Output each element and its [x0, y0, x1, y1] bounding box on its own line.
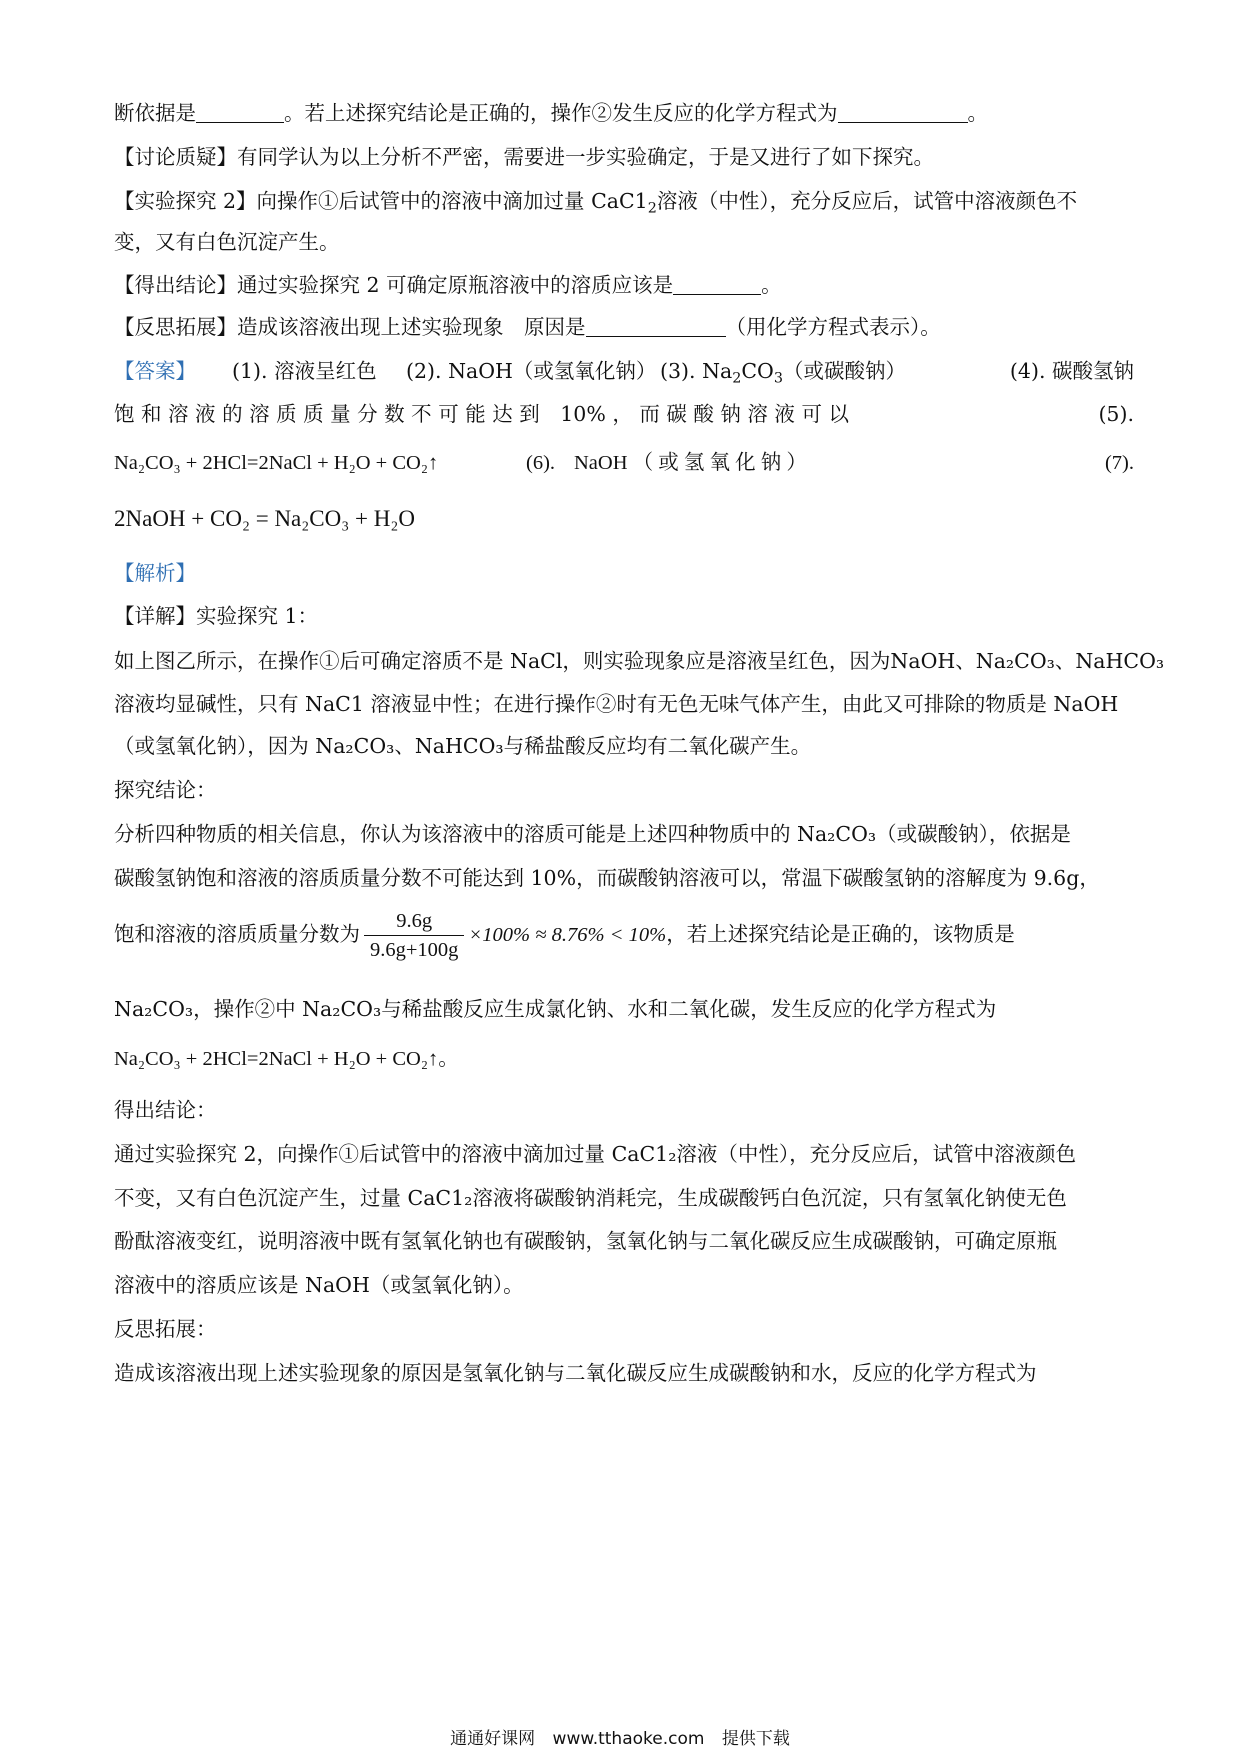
answer-7: (7). [1104, 452, 1134, 474]
experiment-2-line [114, 188, 1077, 221]
answer-blank [196, 102, 284, 123]
analysis-text: 饱和溶液的溶质质量分数为 [114, 922, 360, 946]
answer-3 [660, 358, 906, 391]
reflection-heading: 反思拓展： [114, 1317, 217, 1341]
footer-site-name: 通通好课网 [450, 1729, 536, 1749]
answer-5: (5). [1098, 402, 1134, 426]
percentage-expression: ×100% ≈ 8.76% < 10% [468, 924, 667, 946]
discussion-line: 【讨论质疑】有同学认为以上分析不严密，需要进一步实验确定，于是又进行了如下探究。 [114, 145, 934, 169]
footer-url[interactable]: www.tthaoke.com [552, 1729, 705, 1749]
reflection-text: （用化学方程式表示）。 [725, 315, 941, 339]
subscript: 2 [732, 370, 742, 387]
analysis-paragraph-3-line-2: 不变，又有白色沉淀产生，过量 CaC1₂溶液将碳酸钠消耗完，生成碳酸钙白色沉淀，只有氢氧化钠使无色 [114, 1186, 1067, 1210]
reflection-line [114, 314, 941, 340]
question-line-1 [114, 100, 988, 126]
analysis-paragraph-1-line-3: （或氢氧化钠），因为 Na₂CO₃、NaHCO₃与稀盐酸反应均有二氧化碳产生。 [114, 734, 812, 758]
reflection-text: 【反思拓展】造成该溶液出现上述实验现象 原因是 [114, 315, 586, 339]
fraction-numerator: 9.6g [364, 909, 464, 936]
conclusion-line [114, 272, 782, 298]
answer-blank [586, 316, 726, 337]
explore-conclusion-heading: 探究结论： [114, 778, 217, 802]
experiment-2-line-2: 变，又有白色沉淀产生。 [114, 230, 340, 254]
answer-3-text: CO [741, 359, 774, 383]
answer-4-continued: 饱 和 溶 液 的 溶 质 质 量 分 数 不 可 能 达 到 10% ， 而 碳 酸 钠 溶 液 可 以 [114, 402, 849, 426]
subscript: 2 [647, 200, 657, 217]
answer-1: (1). 溶液呈红色 [232, 359, 377, 383]
analysis-paragraph-1-line-2: 溶液均显碱性，只有 NaC1 溶液显中性；在进行操作②时有无色无味气体产生，由此又可排除的物质是 NaOH [114, 692, 1119, 716]
question-text: 断依据是 [114, 101, 196, 125]
answer-blank [838, 102, 968, 123]
equation-3: Na₂CO₃ + 2HCl=2NaCl + H₂O + CO₂↑ [114, 1048, 439, 1070]
answer-line-1 [114, 358, 1134, 387]
experiment-2-text: 【实验探究 2】向操作①后试管中的溶液中滴加过量 CaC1 [114, 189, 648, 213]
analysis-paragraph-3-line-1: 通过实验探究 2，向操作①后试管中的溶液中滴加过量 CaC1₂溶液（中性），充分反应后，试管中溶液颜色 [114, 1142, 1077, 1166]
page-footer [0, 1724, 1240, 1749]
answer-line-3 [114, 450, 1134, 476]
subscript: 3 [773, 370, 784, 387]
answer-6: (6). [526, 452, 556, 474]
fraction [364, 909, 464, 962]
experiment-2-text: 溶液（中性），充分反应后，试管中溶液颜色不 [656, 189, 1078, 213]
answer-blank [673, 274, 761, 295]
analysis-paragraph-2-line-2: 碳酸氢钠饱和溶液的溶质质量分数不可能达到 10%，而碳酸钠溶液可以，常温下碳酸氢钠的溶解度为 9.6g， [114, 866, 1100, 890]
question-text: 。 [967, 101, 988, 125]
analysis-paragraph-2-line-1: 分析四种物质的相关信息，你认为该溶液中的溶质可能是上述四种物质中的 Na₂CO₃（或碳酸钠），依据是 [114, 822, 1071, 846]
equation-2: 2NaOH + CO₂ = Na₂CO₃ + H₂O [114, 506, 415, 531]
fraction-denominator: 9.6g+100g [370, 939, 459, 961]
conclusion-text: 。 [761, 273, 782, 297]
analysis-equation [114, 1046, 459, 1072]
conclusion-text: 【得出结论】通过实验探究 2 可确定原瓶溶液中的溶质应该是 [114, 273, 674, 297]
draw-conclusion-heading: 得出结论： [114, 1098, 217, 1122]
answer-3-text: (3). Na [660, 359, 733, 383]
question-text: 。若上述探究结论是正确的，操作②发生反应的化学方程式为 [284, 101, 838, 125]
answer-tag: 【答案】 [114, 359, 196, 383]
answer-3-text: （或碳酸钠） [783, 359, 907, 383]
analysis-paragraph-3-line-3: 酚酞溶液变红，说明溶液中既有氢氧化钠也有碳酸钠，氢氧化钠与二氧化碳反应生成碳酸钠，可确定原瓶 [114, 1229, 1057, 1253]
analysis-paragraph-2-line-3 [114, 906, 1015, 963]
analysis-text: ，若上述探究结论是正确的，该物质是 [666, 922, 1015, 946]
answer-2: (2). NaOH（或氢氧化钠） [406, 359, 657, 383]
answer-6-text: NaOH （ 或 氢 氧 化 钠 ） [574, 452, 807, 474]
analysis-paragraph-1-line-1: 如上图乙所示，在操作①后可确定溶质不是 NaCl，则实验现象应是溶液呈红色，因为NaOH、Na₂CO₃、NaHCO₃ [114, 649, 1165, 673]
detail-heading: 【详解】实验探究 1： [114, 604, 319, 628]
footer-note: 提供下载 [721, 1729, 790, 1749]
equation-1: Na₂CO₃ + 2HCl=2NaCl + H₂O + CO₂↑ [114, 452, 439, 474]
period: 。 [438, 1048, 459, 1070]
analysis-paragraph-2-line-4: Na₂CO₃，操作②中 Na₂CO₃与稀盐酸反应生成氯化钠、水和二氧化碳，发生反应的化学方程式为 [114, 997, 997, 1021]
analysis-tag: 【解析】 [114, 561, 196, 585]
answer-4: (4). 碳酸氢钠 [1009, 359, 1134, 383]
analysis-paragraph-4-line-1: 造成该溶液出现上述实验现象的原因是氢氧化钠与二氧化碳反应生成碳酸钠和水，反应的化学方程式为 [114, 1361, 1037, 1385]
answer-line-2 [114, 401, 1134, 427]
analysis-paragraph-3-line-4: 溶液中的溶质应该是 NaOH（或氢氧化钠）。 [114, 1273, 524, 1297]
